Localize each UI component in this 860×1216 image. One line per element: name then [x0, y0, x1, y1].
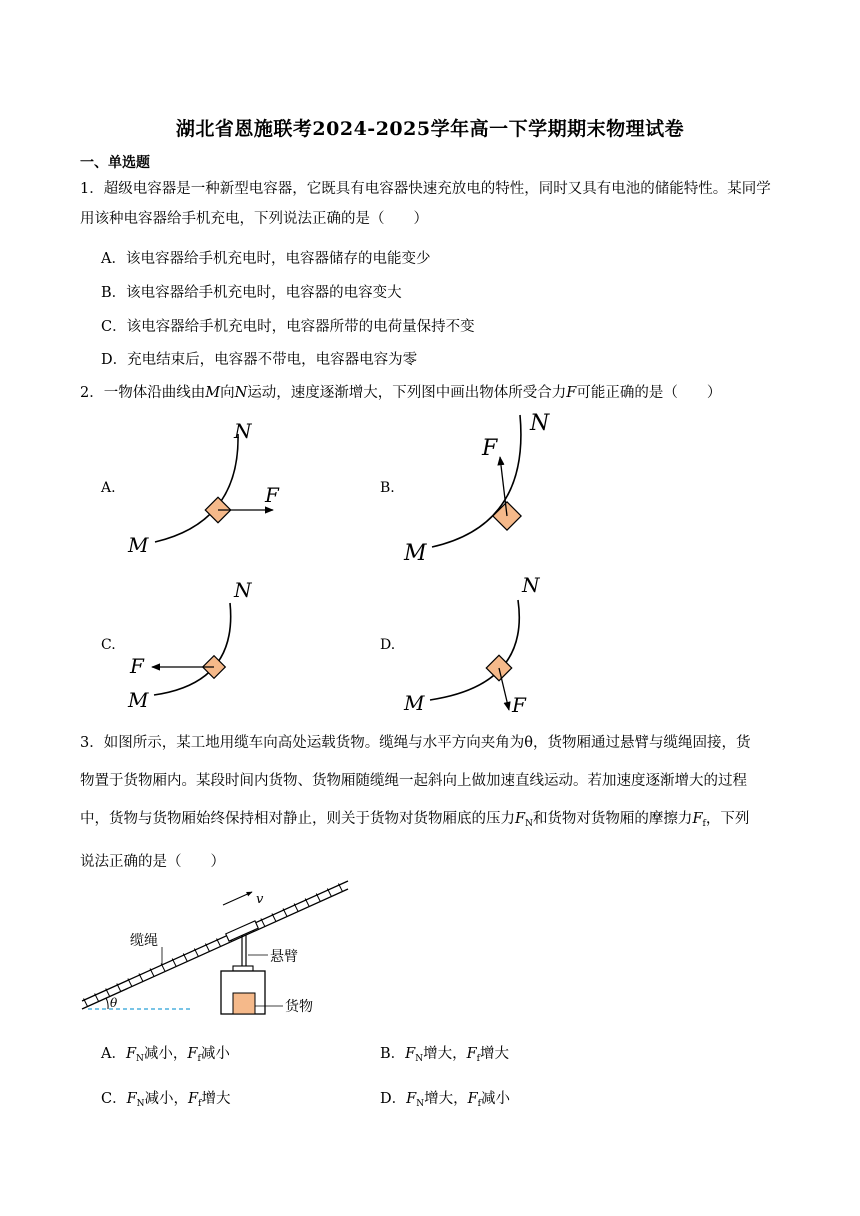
question-1-stem: 1．超级电容器是一种新型电容器，它既具有电容器快速充放电的特性，同时又具有电池的储能特性。某同学用该种电容器给手机充电，下列说法正确的是（ ） — [80, 181, 771, 227]
question-2-diagram-c — [120, 575, 300, 710]
cargo-label: 货物 — [285, 999, 313, 1015]
question-2-stem: 2．一物体沿曲线由M向N运动，速度逐渐增大，下列图中画出物体所受合力F可能正确的是（ ） — [80, 385, 722, 401]
label-f: F — [512, 693, 526, 717]
label-n: N — [234, 419, 252, 443]
cargo — [233, 993, 255, 1014]
trajectory-curve — [430, 600, 519, 700]
arm-mount — [233, 966, 253, 971]
angle-arc — [106, 998, 108, 1009]
question-3-option-b[interactable]: B．$F_N$增大，$F_f$增大 — [380, 1046, 509, 1064]
question-2-option-d-label[interactable]: D. — [380, 637, 396, 653]
question-1-option-d[interactable]: D．充电结束后，电容器不带电，电容器电容为零 — [101, 352, 418, 368]
question-2-diagram-b — [400, 405, 580, 570]
question-2-option-b-label[interactable]: B. — [380, 480, 395, 496]
question-1-option-b[interactable]: B．该电容器给手机充电时，电容器的电容变大 — [101, 285, 402, 301]
label-m: M — [404, 691, 425, 715]
question-3-stem: 3．如图所示，某工地用缆车向高处运载货物。缆绳与水平方向夹角为θ，货物厢通过悬臂与缆绳固接，货 物置于货物厢内。某段时间内货物、货物厢随缆绳一起斜向上做加速直线运动。若加速度逐渐增大的过程 中，货物与货物厢始终保持相对静止，则关于货物对货物厢底的压力$F_N$和货物对货物厢的摩擦力$F_f$，下列 说法正确的是（ ） — [80, 735, 751, 870]
question-3-option-a[interactable]: A．$F_N$减小，$F_f$减小 — [101, 1046, 230, 1064]
question-3-option-d[interactable]: D．$F_N$增大，$F_f$减小 — [380, 1091, 510, 1109]
question-2-option-a-label[interactable]: A. — [101, 480, 116, 496]
label-f: F — [482, 436, 498, 461]
label-n: N — [234, 578, 252, 602]
cable-hatching — [84, 884, 343, 1007]
velocity-label: v — [256, 892, 264, 907]
cable-upper — [82, 881, 348, 1001]
label-n: N — [530, 411, 550, 436]
question-1-option-c[interactable]: C．该电容器给手机充电时，电容器所带的电荷量保持不变 — [101, 319, 475, 335]
question-2-option-c-label[interactable]: C. — [101, 637, 116, 653]
velocity-arrow — [223, 892, 252, 905]
question-3-option-c[interactable]: C．$F_N$减小，$F_f$增大 — [101, 1091, 231, 1109]
question-3-figure — [80, 875, 355, 1020]
label-n: N — [522, 573, 540, 597]
rope-label: 缆绳 — [130, 933, 158, 949]
question-2-diagram-a — [120, 412, 300, 562]
label-f: F — [265, 483, 279, 507]
theta-label: θ — [110, 996, 118, 1010]
label-m: M — [404, 541, 427, 566]
trajectory-curve — [155, 434, 238, 542]
label-m: M — [128, 688, 149, 710]
question-1-option-a[interactable]: A．该电容器给手机充电时，电容器储存的电能变少 — [101, 251, 431, 267]
label-m: M — [128, 533, 149, 557]
label-f: F — [130, 654, 144, 678]
cable-lower — [82, 889, 348, 1009]
section-heading: 一、单选题 — [80, 155, 150, 171]
page-title: 湖北省恩施联考2024-2025学年高一下学期期末物理试卷 — [175, 118, 685, 140]
arm-label: 悬臂 — [270, 949, 298, 965]
trajectory-curve — [154, 603, 231, 695]
question-2-diagram-d — [400, 570, 580, 720]
